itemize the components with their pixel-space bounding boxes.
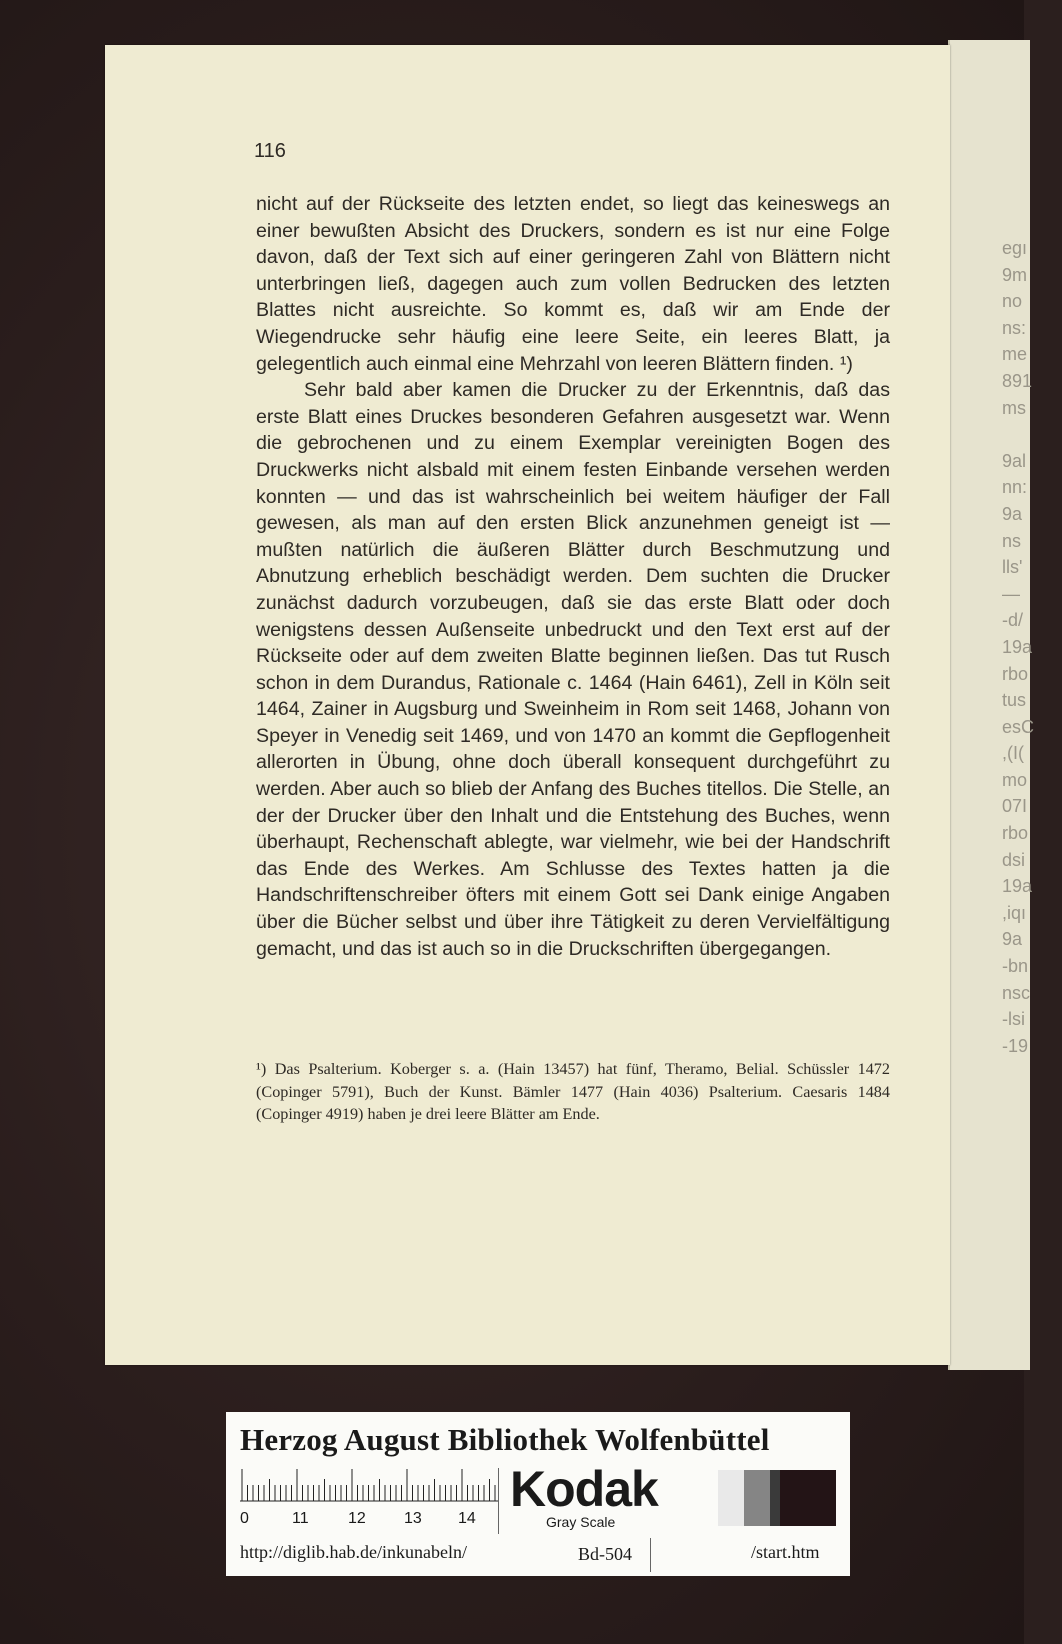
divider	[498, 1468, 499, 1534]
body-text	[256, 191, 890, 962]
color-target-card	[226, 1412, 850, 1576]
swatch	[744, 1470, 770, 1526]
paragraph: nicht auf der Rückseite des letzten endet, so liegt das keineswegs an einer bewußten Absicht des Druckers, sondern es ist nur eine Folge davon, daß der Text sich auf einer geringeren Zahl von Blättern nicht unterbringen ließ, dagegen auch zum vollen Bedrucken des letzten Blattes nicht ausreichte. So kommt es, daß wir am Ende der Wiegendrucke sehr häufig eine leere Seite, ein leeres Blatt, ja gelegentlich auch einmal eine Mehrzahl von leeren Blättern finden. ¹)	[256, 193, 890, 375]
divider	[650, 1538, 651, 1572]
shelfmark: Bd-504	[578, 1544, 632, 1564]
ruler-label: 0	[240, 1510, 249, 1527]
start-path: /start.htm	[751, 1542, 820, 1562]
swatch	[718, 1470, 744, 1526]
facing-page-text: egı 9m no ns: me 891 ms 9al nn: 9a ns lls' — -d/ 19a rbo tus esC ,(I( mo 07I rbo dsi 19a ,iqı 9a -bn nsc -lsi -19	[1002, 238, 1035, 1056]
library-title: Herzog August Bibliothek Wolfenbüttel	[240, 1422, 770, 1457]
ruler-label: 14	[458, 1510, 476, 1527]
facing-page-edge	[948, 40, 1035, 1370]
kodak-logo: Kodak	[510, 1461, 658, 1517]
ruler-label: 12	[348, 1510, 366, 1527]
page-number: 116	[254, 140, 286, 162]
gray-swatches	[718, 1470, 836, 1526]
paragraph: Sehr bald aber kamen die Drucker zu der Erkenntnis, daß das erste Blatt eines Druckes besonderen Gefahren ausgesetzt war. Wenn die gebrochenen und zu einem Exemplar vereinigten Bogen des Druckwerks nicht alsbald mit einem festen Einbande versehen werden konnten — und das ist wahrscheinlich bei weitem häufiger der Fall gewesen, als man auf den ersten Blick anzunehmen geneigt ist — mußten natürlich die äußeren Blätter durch Beschmutzung und Abnutzung erheblich beschädigt werden. Dem suchten die Drucker zunächst dadurch vorzubeugen, daß sie das erste Blatt oder doch wenigstens dessen Außenseite unbedruckt und den Text erst auf der Rückseite oder auf dem zweiten Blatte beginnen ließen. Das tut Rusch schon in dem Durandus, Rationale c. 1464 (Hain 6461), Zell in Köln seit 1464, Zainer in Augsburg und Sweinheim in Rom seit 1468, Johann von Speyer in Venedig seit 1469, und von 1470 an kommt die Gepflogenheit allerorten in Übung, ohne doch überall konsequent durchgeführt zu werden. Aber auch so blieb der Anfang des Buches titellos. Die Stelle, an der der Drucker über den Inhalt und die Entstehung des Buches, wenn überhaupt, Rechenschaft ablegte, war vielmehr, wie bei der Handschrift das Ende des Werkes. Am Schlusse des Textes hatten ja die Handschriftenschreiber öfters mit einem Gott sei Dank einige Angaben über die Bücher selbst und über ihre Tätigkeit zu deren Vervielfältigung gemacht, und das ist auch so in die Druckschriften übergegangen.	[256, 379, 890, 960]
footnote: ¹) Das Psalterium. Koberger s. a. (Hain 13457) hat fünf, Theramo, Belial. Schüssler 1472 (Copinger 5791), Buch der Kunst. Bämler 1477 (Hain 4036) Psalterium. Caesaris 1484 (Copinger 4919) haben je drei leere Blätter am Ende.	[256, 1060, 890, 1123]
swatch	[770, 1470, 780, 1526]
ruler-label: 11	[292, 1510, 309, 1527]
ruler-scale	[240, 1468, 498, 1502]
swatch	[780, 1470, 836, 1526]
ruler-label: 13	[404, 1510, 422, 1527]
source-url: http://diglib.hab.de/inkunabeln/	[240, 1542, 467, 1562]
gray-scale-label: Gray Scale	[546, 1514, 616, 1530]
